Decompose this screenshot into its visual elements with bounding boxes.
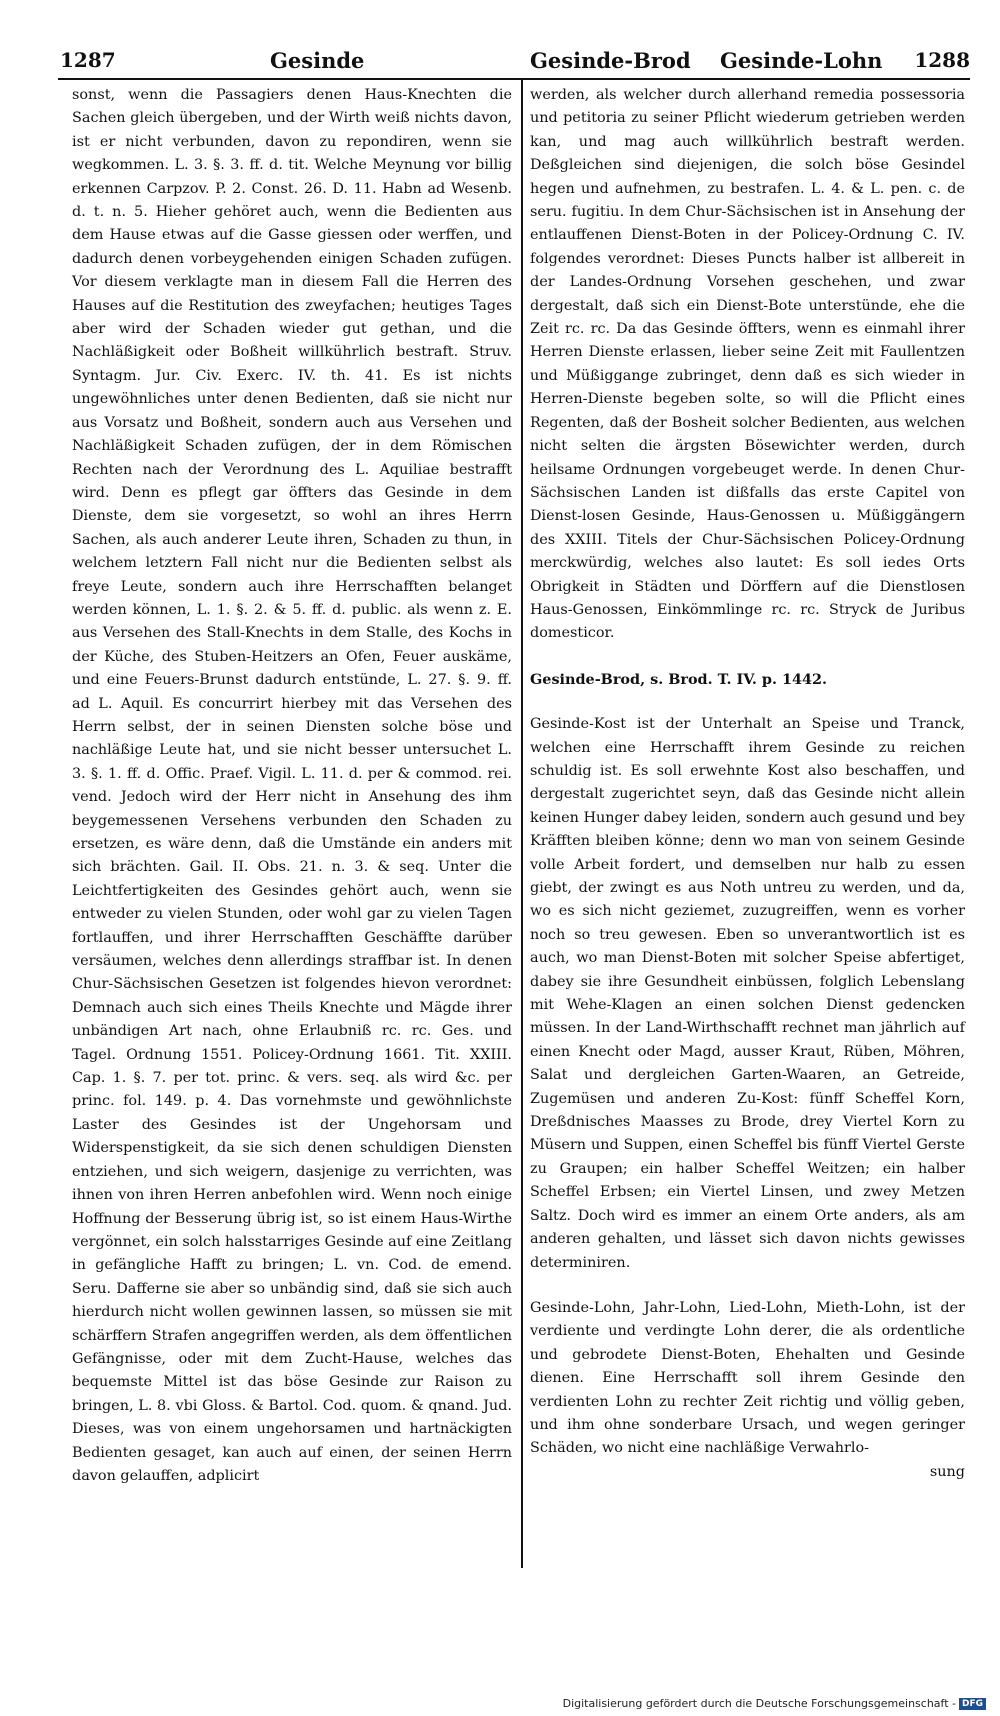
running-title-middle: Gesinde-Brod <box>530 48 691 73</box>
page-number-right: 1288 <box>914 48 970 72</box>
left-column <box>72 84 512 1488</box>
entry-gesinde-lohn: Gesinde-Lohn, Jahr-Lohn, Lied-Lohn, Mieth-Lohn, ist der verdiente und verdingte Lohn derer, die als ordentliche und gebrodete Dienst-Boten, Ehehalten und Gesinde dienen. Eine Herrschafft soll ihrem Gesinde den verdienten Lohn zu rechter Zeit richtig und völlig geben, und ihm ohne sonderbare Ursach, und wegen geringer Schäden, wo nicht eine nachläßige Verwahrlo- <box>530 1299 965 1457</box>
entry-gesinde-kost: Gesinde-Kost ist der Unterhalt an Speise und Tranck, welchen eine Herrschafft ihrem Gesinde zu reichen schuldig ist. Es soll erwehnte Kost also beschaffen, und dergestalt zugerichtet seyn, daß das Gesinde nicht allein keinen Hunger dabey leiden, sondern auch gesund und bey Kräfften bleiben könne; denn wo man von seinem Gesinde volle Arbeit fordert, und demselben nur halb zu essen giebt, der zwingt es aus Noth untreu zu werden, und da, wo es sich nicht geziemet, zuzugreiffen, wenn es vorher noch so treu gewesen. Eben so unverantwortlich ist es auch, wo man Dienst-Boten mit solcher Speise abfertiget, dabey sie ihre Gesundheit einbüssen, folglich Lebenslang mit Wehe-Klagen an einen solchen Dienst gedencken müssen. In der Land-Wirthschafft rechnet man jährlich auf einen Knecht oder Magd, ausser Kraut, Rüben, Möhren, Salat und dergleichen Garten-Waaren, an Getreide, Zugemüsen und anderen Zu-Kost: fünff Scheffel Korn, Dreßdnisches Maasses zu Brode, drey Viertel Korn zu Müsern und Suppen, einen Scheffel bis fünff Viertel Gerste zu Graupen; ein halber Scheffel Weitzen; ein halber Scheffel Erbsen; ein Viertel Linsen, und zwey Metzen Saltz. Doch wird es immer an einem Orte anders, als am anderen gehalten, und lässet sich davon nichts gewisses determiniren. <box>530 716 965 1271</box>
running-title-right: Gesinde-Lohn <box>720 48 883 73</box>
header-rule <box>58 78 970 80</box>
digitization-footer <box>563 1697 986 1710</box>
page-number-left: 1287 <box>60 48 116 72</box>
running-title-left: Gesinde <box>270 48 365 73</box>
entry-gesinde-brod: Gesinde-Brod, s. Brod. T. IV. p. 1442. <box>530 670 828 688</box>
entry-continuation-text: werden, als welcher durch allerhand remedia possessoria und petitoria zu seiner Pflicht wiederum getrieben werden kan, und mag auch willkührlich bestraft werden. Deßgleichen sind diejenigen, die solch böse Gesindel hegen und aufnehmen, zu bestrafen. L. 4. & L. pen. c. de seru. fugitiu. In dem Chur-Sächsischen ist in Ansehung der entlauffenen Dienst-Boten in der Policey-Ordnung C. IV. folgendes verordnet: Dieses Puncts halber ist allbereit in der Landes-Ordnung Vorsehen geschehen, und zwar dergestalt, daß sich ein Dienst-Bote unterstünde, ehe die Zeit rc. rc. Da das Gesinde öffters, wenn es einmahl ihrer Herren Dienste erlassen, lieber seine Zeit mit Faullentzen und Müßiggange zubringet, denn daß es sich wieder in Herren-Dienste begeben solte, so will die Pflicht eines Regenten, daß der Bosheit solcher Bedienten, aus welchen nicht selten die ärgsten Bösewichter werden, durch heilsame Ordnungen vorgebeuget werde. In denen Chur-Sächsischen Landen ist dißfalls das erste Capitel von Dienst-losen Gesinde, Haus-Genossen u. Müßiggängern des XXIII. Titels der Chur-Sächsischen Policey-Ordnung merckwürdig, welches also lautet: Es soll iedes Orts Obrigkeit in Städten und Dörffern auf die Dienstlosen Haus-Genossen, Einkömmlinge rc. rc. Stryck de Juribus domesticor. <box>530 87 965 642</box>
dfg-logo-icon: DFG <box>959 1698 986 1710</box>
footer-text: Digitalisierung gefördert durch die Deutsche Forschungsgemeinschaft - <box>562 1697 956 1710</box>
running-header <box>60 46 970 76</box>
left-column-text: sonst, wenn die Passagiers denen Haus-Knechten die Sachen gleich übergeben, und der Wirth weiß nichts davon, ist er nicht verbunden, davon zu repondiren, wenn sie wegkommen. L. 3. §. 3. ff. d. tit. Welche Meynung vor billig erkennen Carpzov. P. 2. Const. 26. D. 11. Habn ad Wesenb. d. t. n. 5. Hieher gehöret auch, wenn die Bedienten aus dem Hause etwas auf die Gasse giessen oder werffen, und dadurch denen vorbeygehenden einigen Schaden zufügen. Vor diesem verklagte man in diesem Fall die Herren des Hauses auf die Restitution des zweyfachen; heutiges Tages aber wird der Schaden wieder gut gethan, und die Nachläßigkeit oder Boßheit willkührlich bestraft. Struv. Syntagm. Jur. Civ. Exerc. IV. th. 41. Es ist nichts ungewöhnliches unter denen Bedienten, daß sie nicht nur aus Vorsatz und Boßheit, sondern auch aus Versehen und Nachläßigkeit Schaden zufügen, der in dem Römischen Rechten nach der Verordnung des L. Aquiliae bestrafft wird. Denn es pflegt gar öffters das Gesinde in dem Dienste, dem sie vorgesetzt, so wohl an ihres Herrn Sachen, als auch anderer Leute ihren, Schaden zu thun, in welchem letztern Fall nicht nur die Bedienten selbst als freye Leute, sondern auch ihre Herrschafften belanget werden können, L. 1. §. 2. & 5. ff. d. public. als wenn z. E. aus Versehen des Stall-Knechts in dem Stalle, des Kochs in der Küche, des Stuben-Heitzers an Ofen, Feuer auskäme, und eine Feuers-Brunst dadurch entstünde, L. 27. §. 9. ff. ad L. Aquil. Es concurrirt hierbey mit das Versehen des Herrn selbst, der in seinen Diensten solche böse und nachläßige Leute hat, und sie nicht besser untersuchet L. 3. §. 1. ff. d. Offic. Praef. Vigil. L. 11. d. per & commod. rei. vend. Jedoch wird der Herr nicht in Ansehung des ihm beygemessenen Versehens verbunden den Schaden zu ersetzen, es wäre denn, daß die Umstände ein anders mit sich brächten. Gail. II. Obs. 21. n. 3. & seq. Unter die Leichtfertigkeiten des Gesindes gehört auch, wenn sie entweder zu vielen Stunden, oder wohl gar zu vielen Tagen fortlauffen, und ihrer Herrschafften Geschäffte darüber versäumen, welches denn allerdings straffbar ist. In denen Chur-Sächsischen Gesetzen ist folgendes hievon verordnet: Demnach auch sich eines Theils Knechte und Mägde ihrer unbändigen Art nach, ohne Erlaubniß rc. rc. Ges. und Tagel. Ordnung 1551. Policey-Ordnung 1661. Tit. XXIII. Cap. 1. §. 7. per tot. princ. & vers. seq. als wird &c. per princ. fol. 149. p. 4. Das vornehmste und gewöhnlichste Laster des Gesindes ist der Ungehorsam und Widerspenstigkeit, da sie sich denen schuldigen Diensten entziehen, und sich weigern, dasjenige zu verrichten, was ihnen von ihren Herren anbefohlen wird. Wenn noch einige Hoffnung der Besserung übrig ist, so ist einem Haus-Wirthe vergönnet, ein solch halsstarriges Gesinde auf eine Zeitlang in gefängliche Hafft zu bringen; L. vn. Cod. de emend. Seru. Dafferne sie aber so unbändig sind, daß sie sich auch hierdurch nicht wollen gewinnen lassen, so müssen sie mit schärffern Strafen angegriffen werden, als dem öffentlichen Gefängnisse, oder mit dem Zucht-Hause, welches das bequemste Mittel ist das böse Gesinde zur Raison zu bringen, L. 8. vbi Gloss. & Bartol. Cod. quom. & qnand. Jud. Dieses, was von einem ungehorsamen und hartnäckigten Bedienten gesaget, kan auch auf einen, der seinen Herrn davon gelauffen, adplicirt <box>72 87 512 1484</box>
column-divider <box>521 80 523 1568</box>
catchword: sung <box>929 1463 965 1480</box>
right-column <box>530 84 965 1484</box>
